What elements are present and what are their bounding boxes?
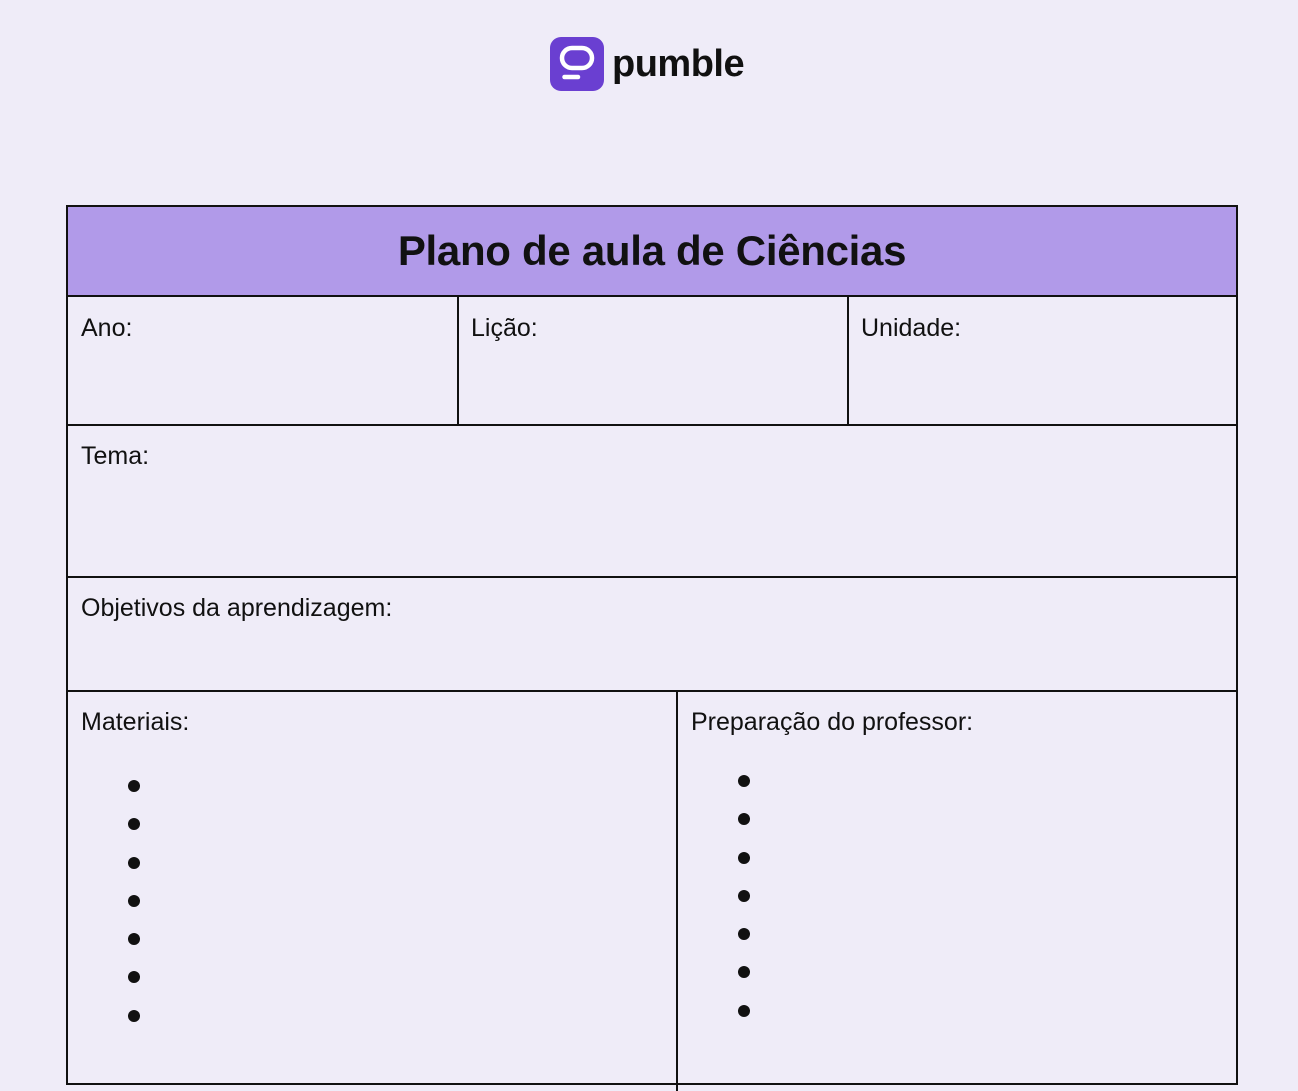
tema-cell[interactable]: [68, 425, 1236, 575]
ano-cell[interactable]: [68, 297, 458, 423]
objetivos-cell[interactable]: [68, 577, 1236, 689]
brand-logo: [550, 37, 744, 91]
lesson-plan-sheet: [66, 205, 1238, 1085]
tema-label: Tema:: [81, 442, 150, 470]
brand-name: pumble: [612, 43, 745, 85]
licao-cell[interactable]: [458, 297, 848, 423]
pumble-logo-icon: [550, 37, 604, 91]
unidade-label: Unidade:: [861, 314, 962, 342]
licao-label: Lição:: [471, 314, 538, 342]
objetivos-label: Objetivos da aprendizagem:: [81, 594, 393, 622]
title-bar: [68, 207, 1236, 297]
ano-label: Ano:: [81, 314, 133, 342]
preparacao-cell[interactable]: [678, 691, 1236, 1091]
materiais-cell[interactable]: [68, 691, 676, 1091]
materiais-label: Materiais:: [81, 708, 190, 736]
unidade-cell[interactable]: [848, 297, 1238, 423]
preparacao-label: Preparação do professor:: [691, 708, 974, 736]
document-title: Plano de aula de Ciências: [397, 227, 907, 274]
